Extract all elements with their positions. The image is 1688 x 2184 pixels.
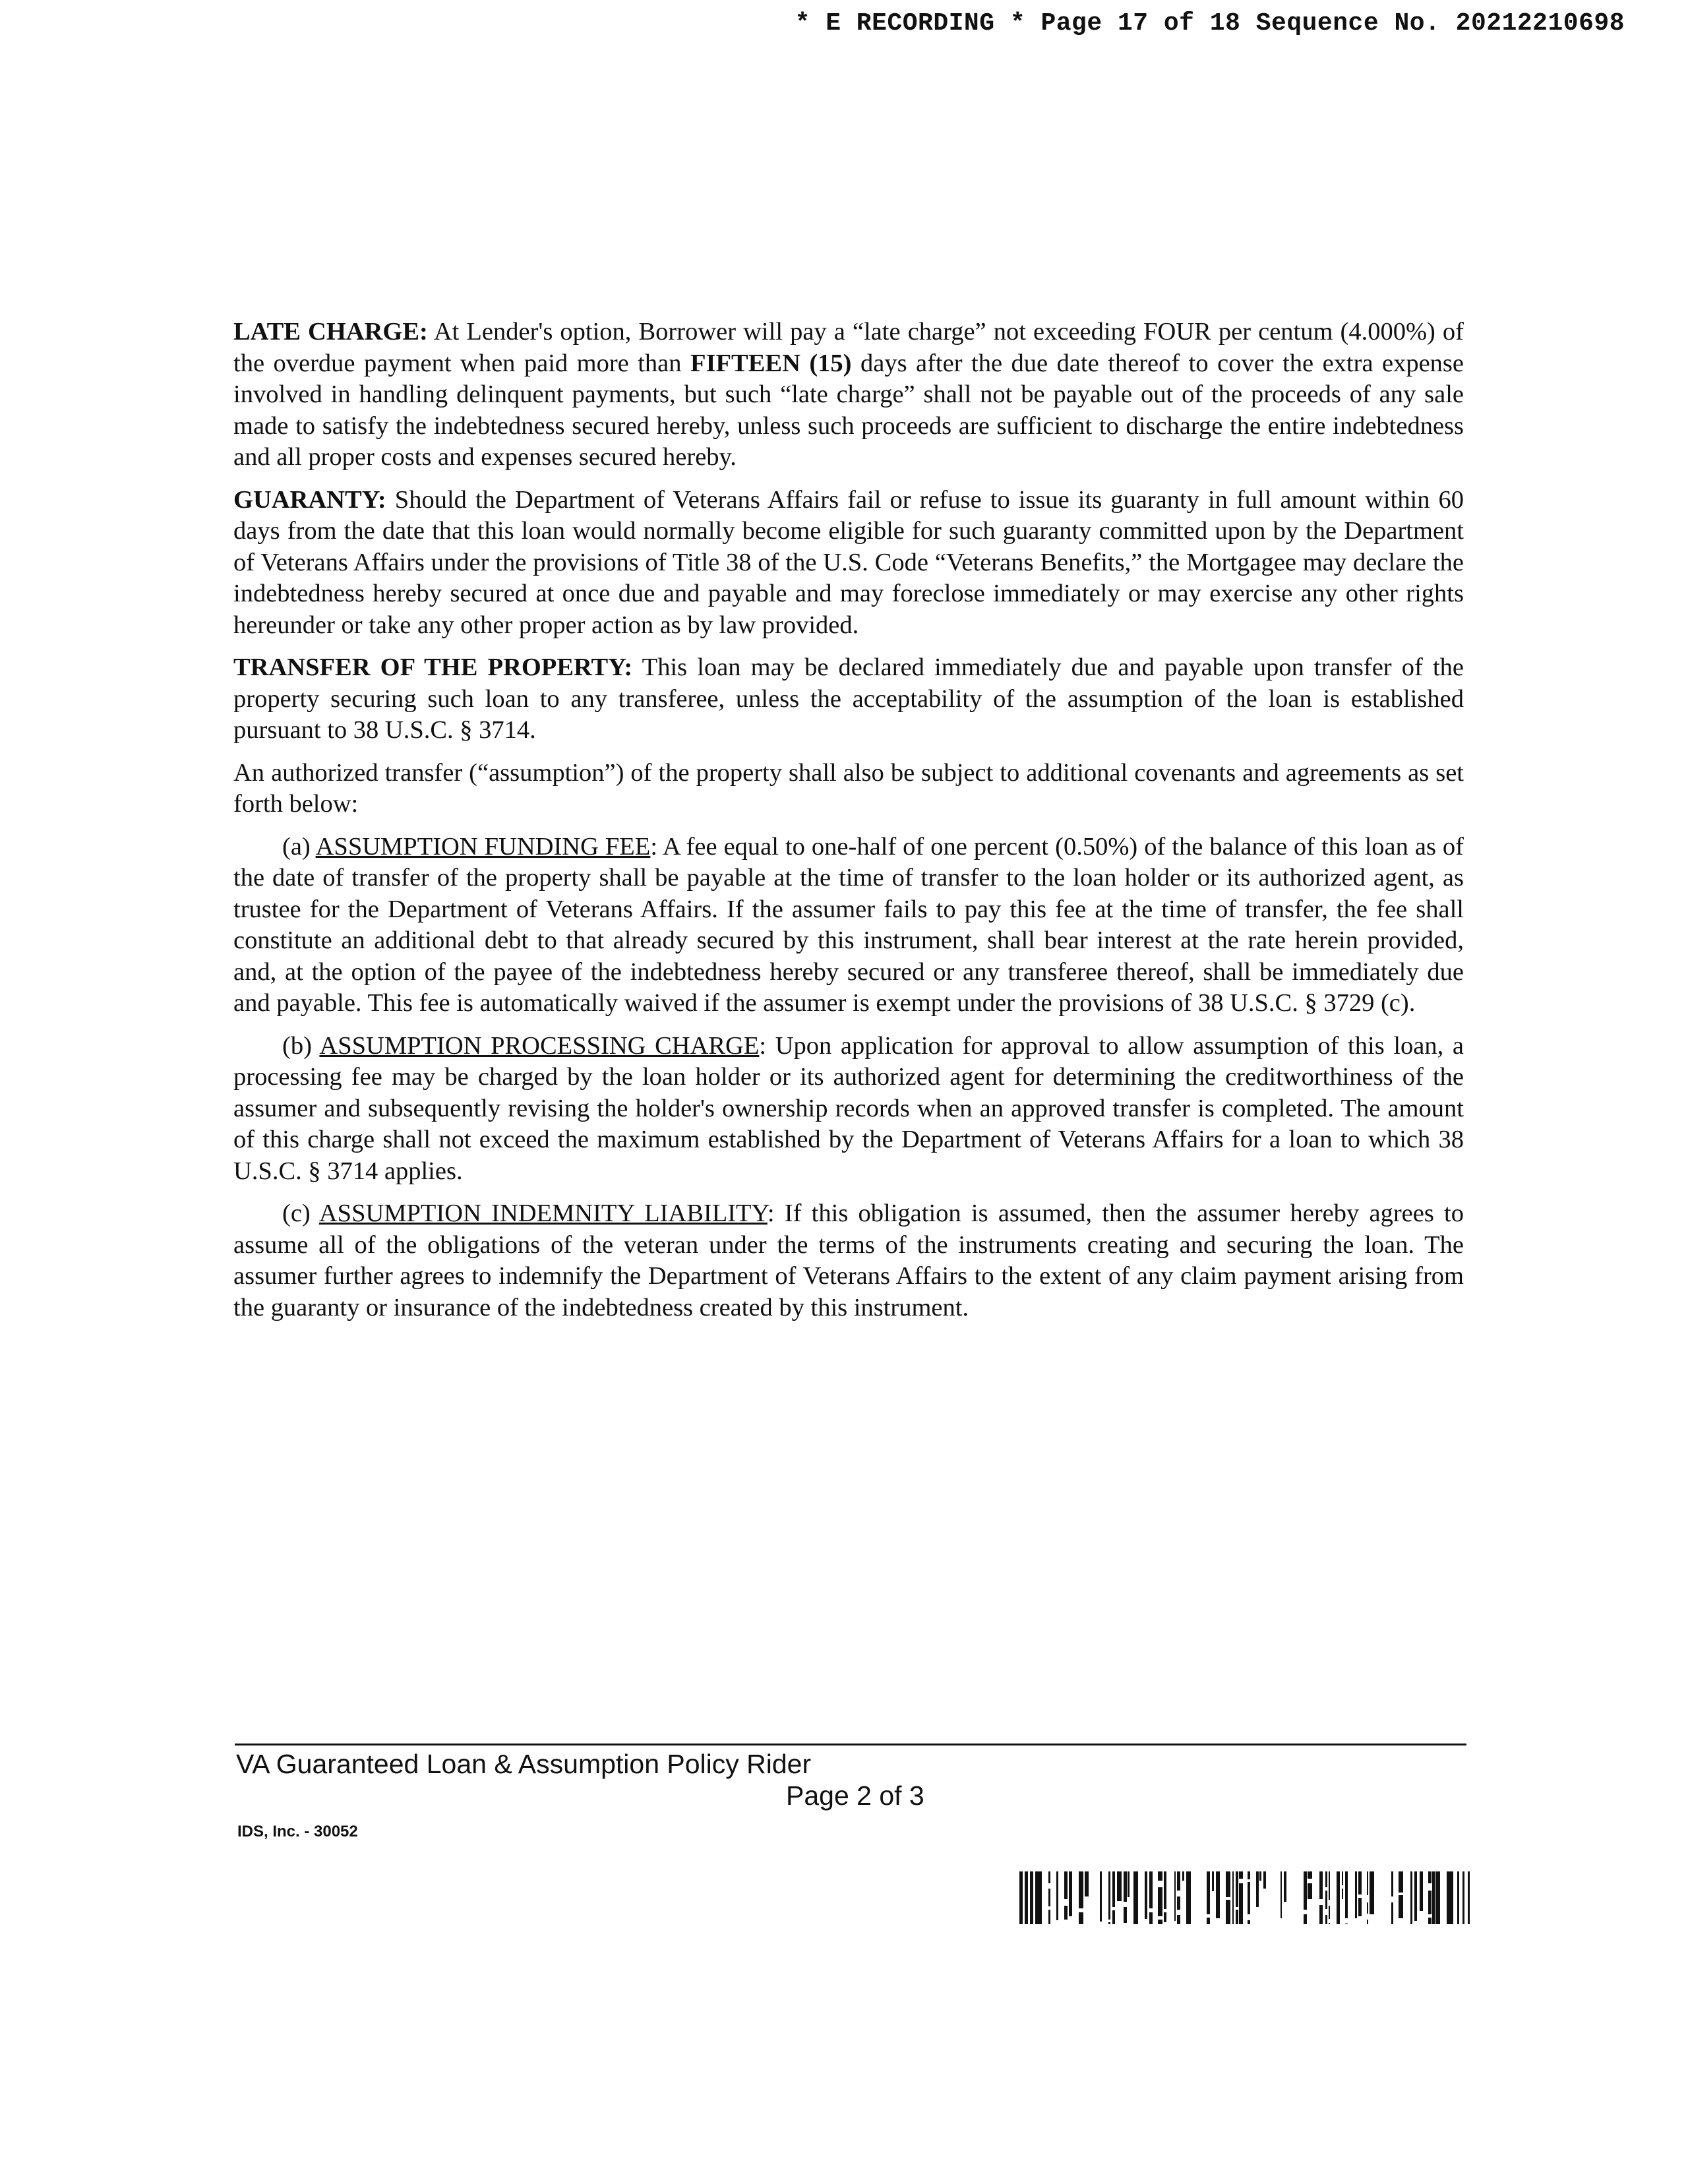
guaranty-text: Should the Department of Veterans Affairs fail or refuse to issue its guaranty in full amount within 60 days from the date that this loan would normally become eligible for such guaranty committed upon by the Department of Veterans Affairs under the provisions of Title 38 of the U.S. Code “Veterans Benefits,” the Mortgagee may declare the indebtedness hereby secured at once due and payable and may foreclose immediately or may exercise any other rights hereunder or take any other proper action as by law provided. bbox=[233, 485, 1464, 639]
guaranty-paragraph bbox=[233, 485, 1464, 642]
clause-letter: (c) bbox=[282, 1199, 319, 1227]
document-body bbox=[233, 317, 1464, 1335]
clause-text: : A fee equal to one-half of one percent (0.50%) of the balance of this loan as of the date of transfer of the property shall be payable at the time of transfer to the loan holder or its authorized agent, as trustee for the Department of Veterans Affairs. If the assumer fails to pay this fee at the time of transfer, the fee shall constitute an additional debt to that already secured by this instrument, shall bear interest at the rate herein provided, and, at the option of the payee of the indebtedness hereby secured or any transferee thereof, shall be immediately due and payable. This fee is automatically waived if the assumer is exempt under the provisions of 38 U.S.C. § 3729 (c). bbox=[233, 832, 1464, 1017]
clause-letter: (a) bbox=[282, 832, 316, 861]
clause-text: : If this obligation is assumed, then the assumer hereby agrees to assume all of the obligations of the veteran under the terms of the instruments creating and securing the loan. The assumer further agrees to indemnify the Department of Veterans Affairs to the extent of any claim payment arising from the guaranty or insurance of the indebtedness created by this instrument. bbox=[233, 1199, 1464, 1321]
transfer-paragraph bbox=[233, 652, 1464, 746]
assumption-indemnity-liability-clause bbox=[233, 1198, 1464, 1323]
late-charge-text-1: At Lender's option, Borrower will pay a “late charge” not exceeding FOUR per centum (4.000%) of the overdue payment when paid more than bbox=[233, 318, 1464, 377]
clause-letter: (b) bbox=[282, 1031, 320, 1060]
recording-stamp: * E RECORDING * Page 17 of 18 Sequence No. 20212210698 bbox=[795, 9, 1625, 38]
footer-page-number: Page 2 of 3 bbox=[786, 1780, 924, 1811]
guaranty-heading: GUARANTY: bbox=[233, 485, 386, 514]
late-charge-paragraph bbox=[233, 317, 1464, 473]
footer-divider bbox=[235, 1744, 1466, 1745]
late-charge-text-2: days after the due date thereof to cover the extra expense involved in handling delinquent payments, but such “late charge” shall not be payable out of the proceeds of any sale made to satisfy the indebtedness secured hereby, unless such proceeds are sufficient to discharge the entire indebtedness and all proper costs and expenses secured hereby. bbox=[233, 349, 1464, 471]
assumption-funding-fee-clause bbox=[233, 832, 1464, 1019]
footer-document-title: VA Guaranteed Loan & Assumption Policy Rider bbox=[236, 1749, 812, 1779]
assumption-processing-charge-clause bbox=[233, 1031, 1464, 1188]
late-charge-heading: LATE CHARGE: bbox=[233, 318, 428, 346]
late-charge-days-number: (15) bbox=[800, 349, 852, 377]
late-charge-days-word: FIFTEEN bbox=[690, 349, 800, 377]
assumption-intro-paragraph: An authorized transfer (“assumption”) of the property shall also be subject to additional covenants and agreements as set forth below: bbox=[233, 758, 1464, 818]
footer-form-id: IDS, Inc. - 30052 bbox=[237, 1823, 358, 1840]
clause-title: ASSUMPTION PROCESSING CHARGE bbox=[319, 1031, 760, 1060]
clause-title: ASSUMPTION INDEMNITY LIABILITY bbox=[318, 1199, 768, 1227]
transfer-text: This loan may be declared immediately due and payable upon transfer of the property securing such loan to any transferee, unless the acceptability of the assumption of the loan is established pursuant to 38 U.S.C. § 3714. bbox=[233, 653, 1464, 744]
transfer-heading: TRANSFER OF THE PROPERTY: bbox=[233, 653, 633, 681]
barcode-icon bbox=[1019, 1871, 1470, 1924]
clause-text: : Upon application for approval to allow assumption of this loan, a processing fee may be charged by the loan holder or its authorized agent for determining the creditworthiness of the assumer and subsequently revising the holder's ownership records when an approved transfer is completed. The amount of this charge shall not exceed the maximum established by the Department of Veterans Affairs for a loan to which 38 U.S.C. § 3714 applies. bbox=[233, 1031, 1464, 1185]
clause-title: ASSUMPTION FUNDING FEE bbox=[315, 832, 651, 861]
